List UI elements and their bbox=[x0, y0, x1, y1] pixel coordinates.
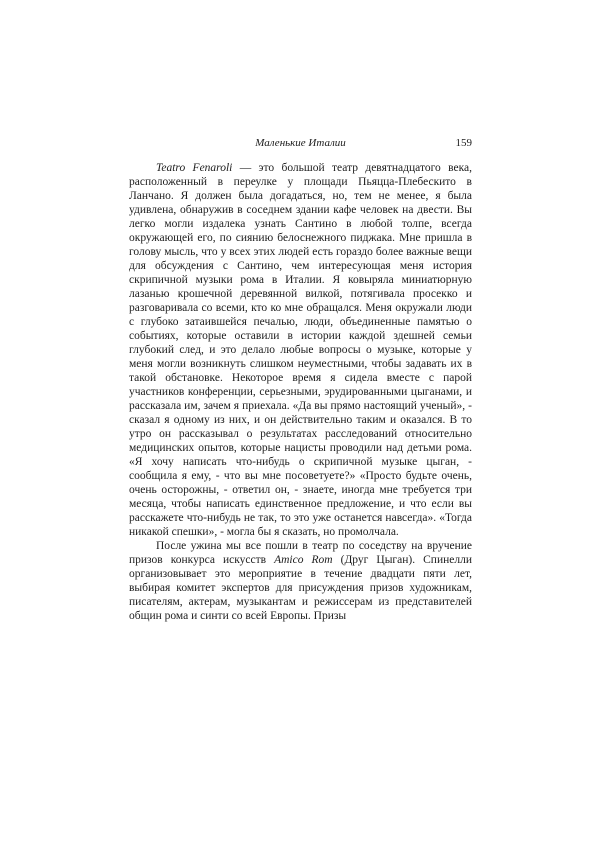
award-name-italic: Amico Rom bbox=[274, 554, 333, 566]
page-header bbox=[129, 137, 472, 150]
paragraph-1 bbox=[129, 161, 472, 539]
paragraph-2-text-b: (Друг Цыган). Спинелли организовывает это мероприятие в течение двадцати пяти лет, выбирая комитет экспертов для присуждения призов художникам, писателям, актерам, музыкантам и режиссерам из представителей общин рома и синти со всей Европы. Призы bbox=[129, 554, 473, 622]
theatre-name-italic: Teatro Fenaroli bbox=[156, 162, 233, 174]
body-text bbox=[129, 161, 472, 623]
paragraph-2 bbox=[129, 539, 472, 623]
text-column bbox=[129, 137, 472, 623]
page-number: 159 bbox=[455, 137, 472, 149]
running-title: Маленькие Италии bbox=[255, 137, 346, 149]
paragraph-2-text-a: После ужина мы все пошли в театр по соседству на вручение призов конкурса искусств bbox=[129, 540, 472, 566]
paragraph-1-text: — это большой театр девятнадцатого века, расположенный в переулке у площади Пьяцца-Плебескито в Ланчано. Я должен была догадаться, но, тем не менее, я была удивлена, обнаружив в соседнем здании кафе человек на двести. Вы легко могли издалека узнать Сантино в любой толпе, всегда окружающей его, по сиянию белоснежного пиджака. Мне пришла в голову мысль, что у всех этих людей есть гораздо более важные вещи для обсуждения с Сантино, чем интересующая меня история скрипичной музыки рома в Италии. Я ковыряла миниатюрную лазанью крошечной деревянной вилкой, потягивала просекко и разговаривала со всеми, кто ко мне обращался. Меня окружали люди с глубоко затаившейся печалью, люди, объединенные памятью о событиях, которые оставили в истории каждой здешней семьи глубокий след, и это делало любые вопросы о музыке, которые у меня могли возникнуть слишком неуместными, чтобы задавать их в такой обстановке. Некоторое время я сидела вместе с парой участников конференции, серьезными, эрудированными цыганами, и рассказала им, зачем я приехала. «Да вы прямо настоящий ученый», - сказал я одному из них, и он действительно таким и оказался. В то утро он рассказывал о результатах расследований относительно медицинских опытов, которые нацисты проводили над детьми рома. «Я хочу написать что-нибудь о скрипичной музыке цыган, - сообщила я ему, - что вы мне посоветуете?» «Просто будьте очень, очень осторожны, - ответил он, - знаете, иногда мне требуется три месяца, чтобы написать единственное предложение, и что если вы расскажете что-нибудь не так, то это уже останется навсегда». «Тогда никакой спешки», - могла бы я сказать, но промолчала. bbox=[129, 162, 472, 538]
